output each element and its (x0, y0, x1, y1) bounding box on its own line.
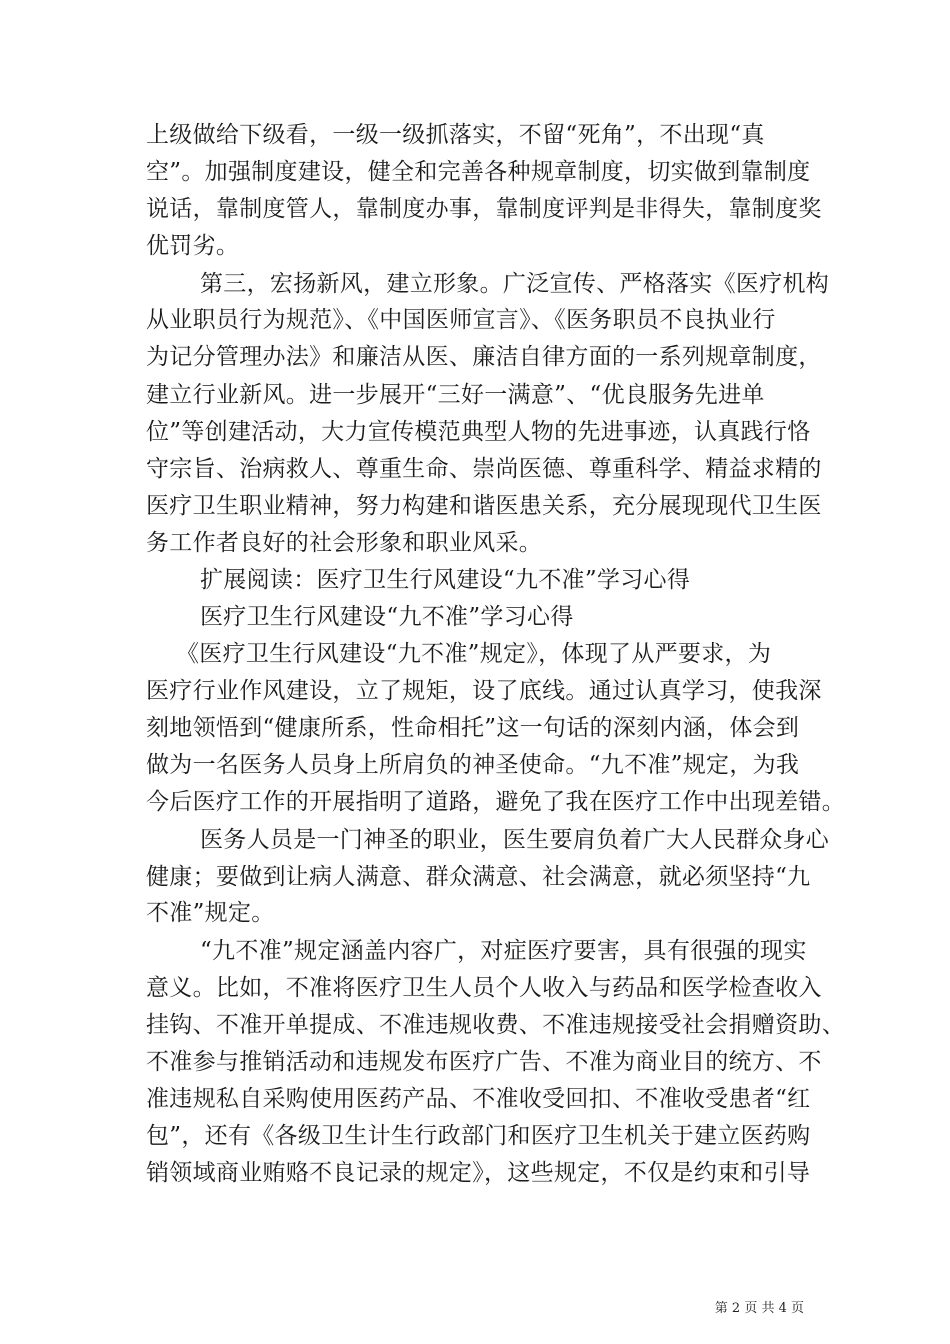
paragraph-first-line: 医务人员是一门神圣的职业，医生要肩负着广大人民群众身心 (200, 827, 830, 853)
text-line: 守宗旨、治病救人、尊重生命、崇尚医德、尊重科学、精益求精的 (146, 456, 822, 482)
text-line: 做为一名医务人员身上所肩负的神圣使命。“九不准”规定，为我 (146, 752, 800, 778)
paragraph-first-line: 《医疗卫生行风建设“九不准”规定》，体现了从严要求，为 (176, 641, 772, 667)
paragraph-first-line: 第三，宏扬新风，建立形象。广泛宣传、严格落实《医疗机构 (200, 271, 830, 297)
text-line: 刻地领悟到“健康所系，性命相托”这一句话的深刻内涵，体会到 (146, 715, 800, 741)
paragraph-first-line: “九不准”规定涵盖内容广，对症医疗要害，具有很强的现实 (200, 938, 807, 964)
text-line: 为记分管理办法》和廉洁从医、廉洁自律方面的一系列规章制度， (146, 344, 822, 370)
text-line: 说话，靠制度管人，靠制度办事，靠制度评判是非得失，靠制度奖 (146, 196, 822, 222)
text-line: 务工作者良好的社会形象和职业风采。 (146, 530, 543, 556)
text-line: 销领域商业贿赂不良记录的规定》，这些规定，不仅是约束和引导 (146, 1160, 811, 1186)
text-line: 从业职员行为规范》、《中国医师宣言》、《医务职员不良执业行 (146, 307, 776, 333)
text-line: 医疗卫生职业精神，努力构建和谐医患关系，充分展现现代卫生医 (146, 493, 822, 519)
extended-reading-label: 扩展阅读：医疗卫生行风建设“九不准”学习心得 (200, 567, 691, 593)
text-line: 空”。加强制度建设，健全和完善各种规章制度，切实做到靠制度 (146, 159, 811, 185)
text-line: 优罚劣。 (146, 233, 240, 259)
text-line: 挂钩、不准开单提成、不准违规收费、不准违规接受社会捐赠资助、 (146, 1012, 845, 1038)
page-number-footer: 第 2 页 共 4 页 (714, 1301, 804, 1316)
text-line: 上级做给下级看，一级一级抓落实，不留“死角”，不出现“真 (146, 122, 765, 148)
text-line: 意义。比如，不准将医疗卫生人员个人收入与药品和医学检查收入 (146, 975, 822, 1001)
text-line: 不准参与推销活动和违规发布医疗广告、不准为商业目的统方、不 (146, 1049, 822, 1075)
text-line: 建立行业新风。进一步展开“三好一满意”、“优良服务先进单 (146, 382, 765, 408)
text-line: 不准”规定。 (146, 900, 275, 926)
text-line: 包”，还有《各级卫生计生行政部门和医疗卫生机关于建立医药购 (146, 1123, 811, 1149)
text-line: 位”等创建活动，大力宣传模范典型人物的先进事迹，认真践行恪 (146, 419, 811, 445)
text-line: 准违规私自采购使用医药产品、不准收受回扣、不准收受患者“红 (146, 1086, 811, 1112)
text-line: 医疗行业作风建设，立了规矩，设了底线。通过认真学习，使我深 (146, 678, 822, 704)
text-line: 健康；要做到让病人满意、群众满意、社会满意，就必须坚持“九 (146, 864, 811, 890)
section-title: 医疗卫生行风建设“九不准”学习心得 (200, 604, 574, 630)
text-line: 今后医疗工作的开展指明了道路，避免了我在医疗工作中出现差错。 (146, 789, 845, 815)
